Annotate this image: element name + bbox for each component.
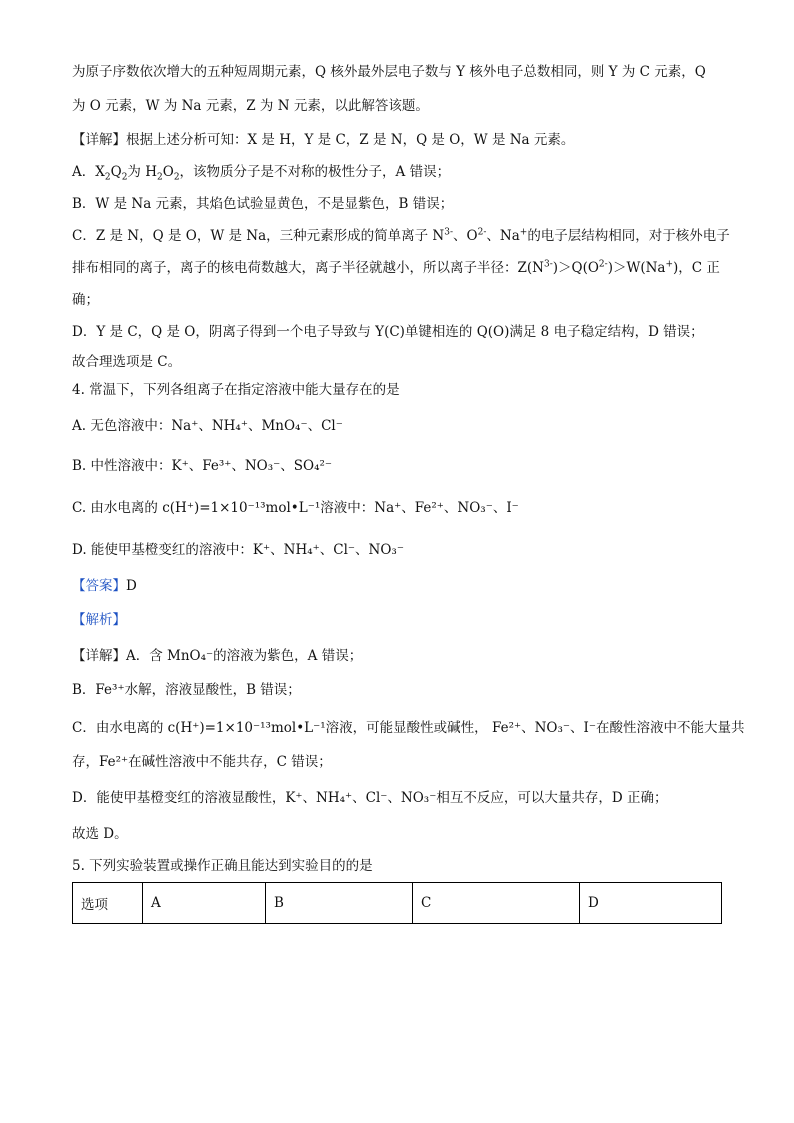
option-d: D. 能使甲基橙变红的溶液中：K⁺、NH₄⁺、Cl⁻、NO₃⁻ <box>72 542 404 558</box>
options-table <box>72 882 722 924</box>
text-line: 【详解】根据上述分析可知：X 是 H，Y 是 C，Z 是 N，Q 是 O，W 是 Na 元素。 <box>72 132 575 148</box>
text-line: 故合理选项是 C。 <box>72 354 182 370</box>
text-line: B．Fe³⁺水解，溶液显酸性，B 错误； <box>72 682 301 698</box>
text-line: B．W 是 Na 元素，其焰色试验显黄色，不是显紫色，B 错误； <box>72 196 454 212</box>
text-line: 确； <box>72 292 99 308</box>
table-row <box>73 883 722 924</box>
table-cell: C <box>413 883 580 924</box>
answer: 【答案】D <box>72 578 137 594</box>
text-line: A．$X_2Q_2$为 $H_2O_2$，该物质分子是不对称的极性分子，A 错误； <box>72 164 451 183</box>
text-line: 存，Fe²⁺在碱性溶液中不能共存，C 错误； <box>72 754 332 770</box>
text-line: C．Z 是 N，Q 是 O，W 是 Na，三种元素形成的简单离子 $N^{3-}$、$O^{2-}$、Na+的电子层结构相同，对于核外电子 <box>72 227 730 244</box>
question-5: 5. 下列实验装置或操作正确且能达到实验目的的是 <box>72 858 373 874</box>
text-line: 【详解】A．含 MnO₄⁻的溶液为紫色，A 错误； <box>72 648 363 664</box>
option-a: A. 无色溶液中：Na⁺、NH₄⁺、MnO₄⁻、Cl⁻ <box>72 418 343 434</box>
question-4: 4. 常温下，下列各组离子在指定溶液中能大量存在的是 <box>72 382 400 398</box>
text-line: D．能使甲基橙变红的溶液显酸性，K⁺、NH₄⁺、Cl⁻、NO₃⁻相互不反应，可以大量共存，D 正确； <box>72 790 668 806</box>
text-line: D．Y 是 C，Q 是 O，阴离子得到一个电子导致与 Y(C)单键相连的 Q(O)满足 8 电子稳定结构，D 错误； <box>72 324 704 340</box>
table-cell: D <box>580 883 722 924</box>
table-cell: A <box>143 883 266 924</box>
analysis-heading: 【解析】 <box>72 612 126 628</box>
text-line: 为原子序数依次增大的五种短周期元素，Q 核外最外层电子数与 Y 核外电子总数相同，则 Y 为 C 元素，Q <box>72 64 706 80</box>
text-line: 为 O 元素，W 为 Na 元素，Z 为 N 元素，以此解答该题。 <box>72 98 429 114</box>
table-cell: 选项 <box>73 883 143 924</box>
text-line: 故选 D。 <box>72 826 128 842</box>
table-cell: B <box>266 883 413 924</box>
text-line: C．由水电离的 c(H⁺)=1×10⁻¹³mol•L⁻¹溶液，可能显酸性或碱性， Fe²⁺、NO₃⁻、I⁻在酸性溶液中不能大量共 <box>72 720 745 736</box>
text-line: 排布相同的离子，离子的核电荷数越大，离子半径就越小，所以离子半径：$Z(N^{3-})>Q(O^{2-})>W(Na^+)$，C 正 <box>72 259 720 276</box>
option-b: B. 中性溶液中：K⁺、Fe³⁺、NO₃⁻、SO₄²⁻ <box>72 458 333 474</box>
option-c: C. 由水电离的 c(H⁺)=1×10⁻¹³mol•L⁻¹溶液中：Na⁺、Fe²⁺、NO₃⁻、I⁻ <box>72 500 519 516</box>
